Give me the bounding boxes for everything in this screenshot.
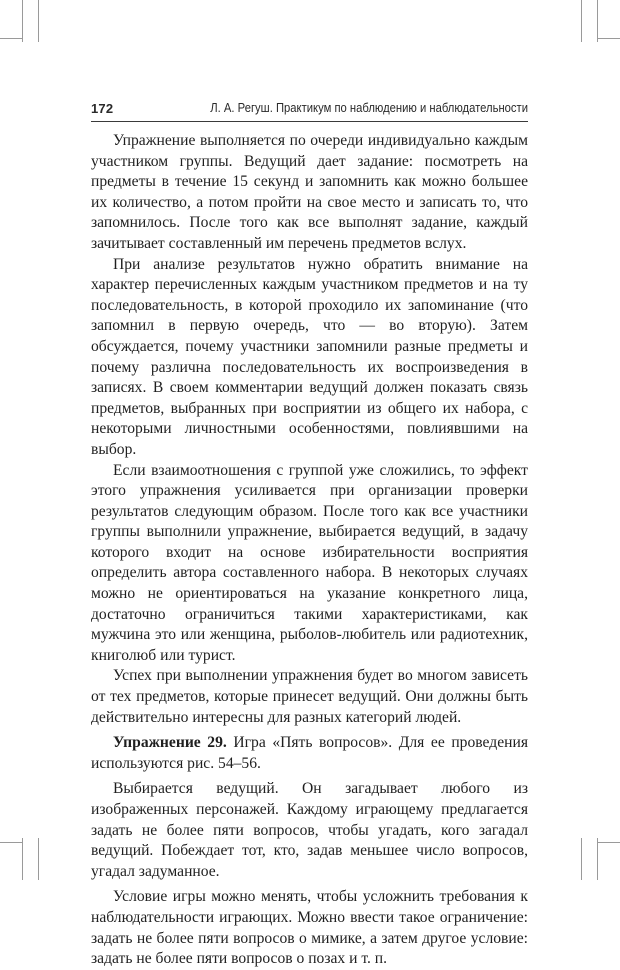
crop-mark-top-left-inner [38,0,39,42]
crop-mark-top-left-outer [22,0,23,42]
paragraph: При анализе результатов нужно обратить внимание на характер перечисленных каждым участником предметов и на ту последовательность, в которой проходило их запоминание (что запомнил в первую очередь, что — во вторую). Затем обсуждается, почему участники запомнили разные предметы и почему различна последовательность их воспроизведения в записях. В своем комментарии ведущий должен показать связь предметов, выбранных при восприятии из общего их набора, с некоторыми личностными особенностями, повлиявшими на выбор. [91,255,528,458]
crop-mark-bottom-left-inner [38,838,39,880]
header-rule [91,121,528,122]
running-title: Л. А. Регуш. Практикум по наблюдению и наблюдательности [210,101,528,115]
paragraph: Успех при выполнении упражнения будет во многом зависеть от тех предметов, которые принесет ведущий. Они должны быть действительно интересны для разных категорий людей. [91,667,528,726]
exercise-number: Упражнение 29. [113,734,227,752]
paragraph: Если взаимоотношения с группой уже сложились, то эффект этого упражнения усиливается при организации проверки результатов следующим образом. После того как все участники группы выполнили упражнение, выбирается ведущий, в задачу которого входит на основе избирательности восприятия определить автора составленного набора. В некоторых случаях можно не ориентироваться на указание конкретного лица, достаточно ограничиться такими характеристиками, как мужчина это или женщина, рыболов-любитель или радиотехник, книголюб или турист. [91,461,528,664]
crop-mark-top-right-inner [581,0,582,42]
paragraph: Условие игры можно менять, чтобы усложнить требования к наблюдательности играющих. Можно ввести такое ограничение: задать не более пяти вопросов о мимике, а затем другое условие: задать не более пяти вопросов о позах и т. п. [91,888,528,968]
paragraph: Выбирается ведущий. Он загадывает любого из изображенных персонажей. Каждому играющему предлагается задать не более пяти вопросов, чтобы угадать, кого загадал ведущий. Побеждает тот, кто, задав меньшее число вопросов, угадал задуманное. [91,780,528,880]
exercise-heading-paragraph [91,733,528,774]
crop-mark-bottom-right-h [597,842,620,843]
crop-mark-bottom-left-h [0,842,22,843]
body-text [91,131,528,970]
crop-mark-bottom-right-inner [581,838,582,880]
running-header [91,101,528,123]
crop-mark-top-right-outer [597,0,598,42]
page-number: 172 [91,101,114,116]
crop-mark-bottom-left-outer [22,838,23,880]
paragraph: Упражнение выполняется по очереди индивидуально каждым участником группы. Ведущий дает задание: посмотреть на предметы в течение 15 секунд и запомнить как можно большее их количество, а потом пройти на свое место и записать то, что запомнилось. После того как все выполнят задание, каждый зачитывает составленный им перечень предметов вслух. [91,132,528,252]
crop-mark-top-right-h [597,38,620,39]
crop-mark-bottom-right-outer [597,838,598,880]
exercise-description: Игра «Пять вопросов». Для ее проведения используются рис. 54–56. [91,734,528,772]
crop-mark-top-left-h [0,38,22,39]
